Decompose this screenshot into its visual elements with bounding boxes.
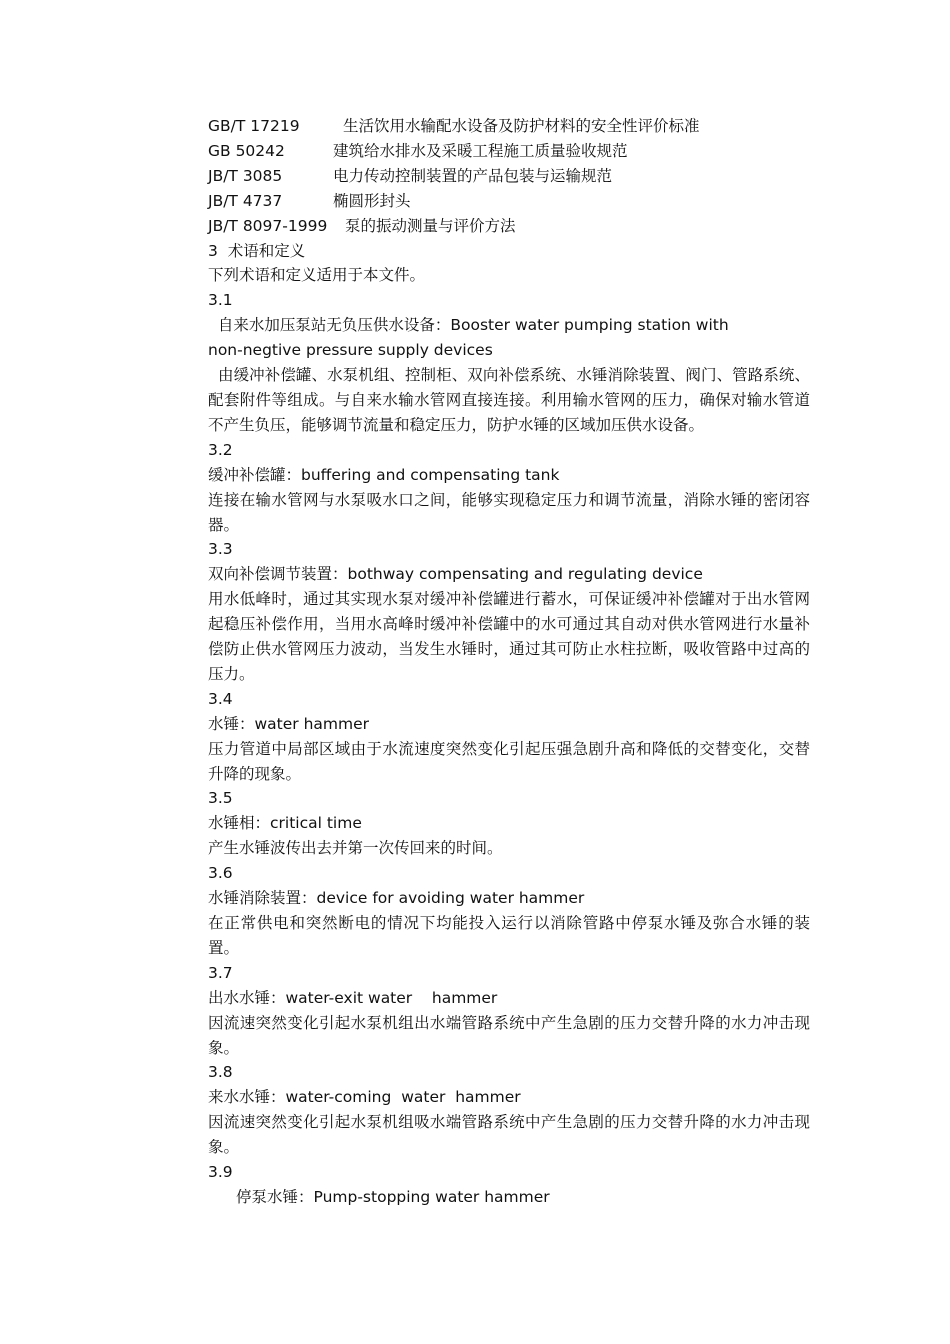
- section-heading: 3 术语和定义: [208, 241, 306, 260]
- reference-title: 电力传动控制装置的产品包装与运输规范: [333, 166, 613, 185]
- reference-title: 生活饮用水输配水设备及防护材料的安全性评价标准: [343, 117, 700, 135]
- reference-title: 泵的振动测量与评价方法: [345, 216, 516, 235]
- reference-row: [208, 139, 810, 164]
- term-title: 停泵水锤：Pump-stopping water hammer: [236, 1187, 550, 1206]
- term-title: 自来水加压泵站无负压供水设备：Booster water pumping station with: [208, 316, 729, 335]
- term-definition: 连接在输水管网与水泵吸水口之间，能够实现稳定压力和调节流量，消除水锤的密闭容器。: [208, 490, 810, 534]
- section-intro: 下列术语和定义适用于本文件。: [208, 266, 426, 285]
- reference-row: [208, 189, 810, 214]
- term-title: 来水水锤：water-coming water hammer: [208, 1088, 521, 1107]
- term-title: 水锤相：critical time: [208, 814, 362, 833]
- term-number: 3.7: [208, 963, 233, 982]
- term-title: 水锤：water hammer: [208, 714, 370, 733]
- term-definition: 在正常供电和突然断电的情况下均能投入运行以消除管路中停泵水锤及弥合水锤的装置。: [208, 914, 810, 957]
- term-definition: 产生水锤波传出去并第一次传回来的时间。: [208, 839, 503, 858]
- term-title: 缓冲补偿罐：buffering and compensating tank: [208, 465, 560, 484]
- term-definition: 因流速突然变化引起水泵机组吸水端管路系统中产生急剧的压力交替升降的水力冲击现象。: [208, 1113, 810, 1157]
- reference-row: [208, 214, 810, 239]
- reference-title: 建筑给水排水及采暖工程施工质量验收规范: [333, 141, 628, 160]
- reference-title: 椭圆形封头: [333, 191, 411, 210]
- term-definition: 用水低峰时，通过其实现水泵对缓冲补偿罐进行蓄水，可保证缓冲补偿罐对于出水管网起稳压补偿作用，当用水高峰时缓冲补偿罐中的水可通过其自动对供水管网进行水量补偿防止供水管网压力波动，当发生水锤时，通过其可防止水柱拉断，吸收管路中过高的压力。: [208, 590, 810, 683]
- term-number: 3.2: [208, 440, 233, 459]
- term-number: 3.1: [208, 291, 233, 310]
- term-title: 出水水锤：water-exit water hammer: [208, 988, 498, 1007]
- term-definition: 压力管道中局部区域由于水流速度突然变化引起压强急剧升高和降低的交替变化，交替升降的现象。: [208, 739, 810, 783]
- term-number: 3.6: [208, 864, 233, 883]
- reference-code: JB/T 3085: [208, 166, 283, 185]
- reference-code: GB/T 17219: [208, 117, 300, 135]
- term-title: 水锤消除装置：device for avoiding water hammer: [208, 889, 585, 908]
- reference-code: JB/T 4737: [208, 191, 283, 210]
- reference-row: [208, 114, 810, 139]
- term-title: 双向补偿调节装置：bothway compensating and regulating device: [208, 565, 703, 584]
- reference-row: [208, 164, 810, 189]
- reference-code: GB 50242: [208, 141, 285, 160]
- term-definition: 因流速突然变化引起水泵机组出水端管路系统中产生急剧的压力交替升降的水力冲击现象。: [208, 1013, 810, 1057]
- term-number: 3.4: [208, 689, 233, 708]
- term-definition: 由缓冲补偿罐、水泵机组、控制柜、双向补偿系统、水锤消除装置、阀门、管路系统、配套附件等组成。与自来水输水管网直接连接。利用输水管网的压力，确保对输水管道不产生负压，能够调节流量和稳定压力，防护水锤的区域加压供水设备。: [208, 366, 810, 434]
- reference-code: JB/T 8097-1999: [208, 216, 328, 235]
- term-number: 3.8: [208, 1063, 233, 1082]
- document-body: [208, 114, 810, 1210]
- term-number: 3.3: [208, 540, 233, 559]
- term-number: 3.9: [208, 1163, 233, 1182]
- term-number: 3.5: [208, 789, 233, 808]
- term-title-continued: non-negtive pressure supply devices: [208, 341, 493, 360]
